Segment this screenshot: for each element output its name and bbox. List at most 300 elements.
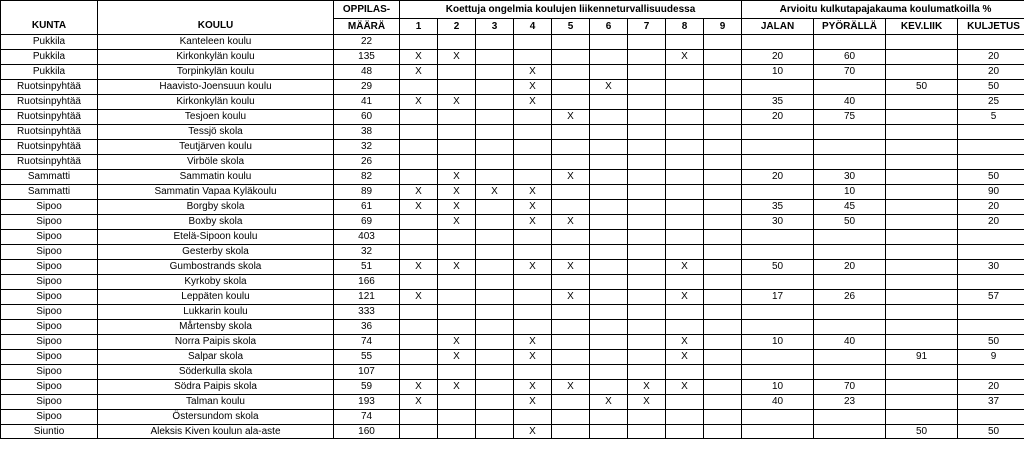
- koulu-cell: Tesjoen koulu: [98, 110, 334, 125]
- problem-mark-cell: [476, 395, 514, 410]
- problem-mark-cell: [628, 365, 666, 380]
- problem-mark-cell: [704, 320, 742, 335]
- problem-mark-cell: [514, 155, 552, 170]
- mode-percent-cell: [886, 290, 958, 305]
- problem-mark-cell: X: [514, 395, 552, 410]
- problem-mark-cell: [400, 80, 438, 95]
- problem-mark-cell: X: [552, 170, 590, 185]
- kunta-cell: Ruotsinpyhtää: [1, 125, 98, 140]
- problem-mark-cell: [590, 125, 628, 140]
- mode-percent-cell: 50: [958, 170, 1024, 185]
- mode-percent-cell: [958, 35, 1024, 50]
- problem-mark-cell: X: [666, 290, 704, 305]
- problem-mark-cell: X: [514, 200, 552, 215]
- problem-mark-cell: X: [628, 395, 666, 410]
- oppilas-cell: 121: [334, 290, 400, 305]
- mode-percent-cell: [886, 110, 958, 125]
- mode-percent-cell: 10: [814, 185, 886, 200]
- mode-percent-cell: 50: [958, 335, 1024, 350]
- table-row: [1, 80, 1024, 95]
- mode-percent-cell: [814, 155, 886, 170]
- problem-mark-cell: X: [400, 290, 438, 305]
- problem-mark-cell: [704, 335, 742, 350]
- problem-mark-cell: [628, 305, 666, 320]
- problem-mark-cell: [704, 185, 742, 200]
- oppilas-cell: 166: [334, 275, 400, 290]
- table-row: [1, 50, 1024, 65]
- problem-mark-cell: X: [400, 50, 438, 65]
- mode-percent-cell: 17: [742, 290, 814, 305]
- mode-percent-cell: 20: [742, 50, 814, 65]
- problem-mark-cell: [590, 65, 628, 80]
- problem-mark-cell: [400, 410, 438, 425]
- table-row: [1, 290, 1024, 305]
- problem-mark-cell: [704, 245, 742, 260]
- problem-mark-cell: [628, 65, 666, 80]
- mode-percent-cell: 45: [814, 200, 886, 215]
- problem-mark-cell: [476, 170, 514, 185]
- table-row: [1, 245, 1024, 260]
- problem-mark-cell: [552, 155, 590, 170]
- problem-mark-cell: [552, 230, 590, 245]
- problem-mark-cell: [590, 215, 628, 230]
- mode-percent-cell: 26: [814, 290, 886, 305]
- problem-mark-cell: X: [514, 65, 552, 80]
- problem-mark-cell: [552, 50, 590, 65]
- mode-percent-cell: 70: [814, 65, 886, 80]
- kunta-cell: Sipoo: [1, 260, 98, 275]
- problem-mark-cell: [476, 260, 514, 275]
- kunta-cell: Sipoo: [1, 335, 98, 350]
- mode-percent-cell: [814, 350, 886, 365]
- mode-percent-cell: [742, 425, 814, 439]
- problem-number-header: 3: [476, 19, 514, 35]
- kunta-cell: Sipoo: [1, 245, 98, 260]
- problem-mark-cell: [628, 245, 666, 260]
- problem-mark-cell: [666, 305, 704, 320]
- problem-mark-cell: [514, 35, 552, 50]
- mode-percent-cell: 40: [814, 335, 886, 350]
- problem-mark-cell: [704, 230, 742, 245]
- mode-percent-cell: 40: [814, 95, 886, 110]
- problem-mark-cell: [476, 215, 514, 230]
- problem-mark-cell: X: [438, 50, 476, 65]
- kunta-cell: Pukkila: [1, 65, 98, 80]
- oppilas-cell: 60: [334, 110, 400, 125]
- problem-mark-cell: [438, 80, 476, 95]
- table-row: [1, 275, 1024, 290]
- problem-mark-cell: [552, 395, 590, 410]
- problem-mark-cell: [704, 125, 742, 140]
- mode-percent-cell: [886, 140, 958, 155]
- problem-mark-cell: [590, 185, 628, 200]
- problem-mark-cell: [476, 275, 514, 290]
- mode-percent-cell: [742, 320, 814, 335]
- problem-mark-cell: [590, 200, 628, 215]
- mode-percent-cell: [814, 425, 886, 439]
- kunta-cell: Sipoo: [1, 215, 98, 230]
- problem-mark-cell: [476, 425, 514, 439]
- problem-mark-cell: [704, 215, 742, 230]
- problem-mark-cell: X: [476, 185, 514, 200]
- problem-mark-cell: X: [514, 95, 552, 110]
- problem-mark-cell: [476, 155, 514, 170]
- mode-percent-cell: [958, 275, 1024, 290]
- problem-mark-cell: [438, 65, 476, 80]
- mode-percent-cell: [742, 80, 814, 95]
- mode-percent-cell: [886, 395, 958, 410]
- mode-percent-cell: 20: [958, 200, 1024, 215]
- mode-percent-cell: [814, 305, 886, 320]
- problem-mark-cell: [438, 275, 476, 290]
- kunta-cell: Sipoo: [1, 275, 98, 290]
- table-row: [1, 35, 1024, 50]
- koulu-cell: Salpar skola: [98, 350, 334, 365]
- problem-mark-cell: [438, 320, 476, 335]
- problem-mark-cell: [552, 185, 590, 200]
- problem-mark-cell: X: [552, 380, 590, 395]
- table-row: [1, 260, 1024, 275]
- problem-mark-cell: [514, 125, 552, 140]
- oppilas-cell: 89: [334, 185, 400, 200]
- mode-percent-cell: 20: [958, 65, 1024, 80]
- kunta-cell: Sipoo: [1, 290, 98, 305]
- mode-percent-cell: [958, 305, 1024, 320]
- kunta-cell: Sipoo: [1, 365, 98, 380]
- koulu-cell: Kirkonkylän koulu: [98, 50, 334, 65]
- mode-percent-cell: [886, 200, 958, 215]
- problem-mark-cell: [666, 155, 704, 170]
- problem-mark-cell: [514, 320, 552, 335]
- problem-mark-cell: [476, 95, 514, 110]
- kunta-cell: Siuntio: [1, 425, 98, 439]
- mode-percent-cell: [814, 140, 886, 155]
- mode-percent-cell: [886, 65, 958, 80]
- problem-mark-cell: [590, 95, 628, 110]
- problem-mark-cell: [628, 230, 666, 245]
- problem-number-header: 6: [590, 19, 628, 35]
- oppilas-cell: 61: [334, 200, 400, 215]
- problem-mark-cell: [514, 170, 552, 185]
- mode-percent-cell: 37: [958, 395, 1024, 410]
- problem-number-header: 1: [400, 19, 438, 35]
- problem-mark-cell: [628, 200, 666, 215]
- table-row: [1, 200, 1024, 215]
- mode-percent-cell: 70: [814, 380, 886, 395]
- problem-mark-cell: [438, 110, 476, 125]
- mode-percent-cell: 20: [742, 110, 814, 125]
- problem-mark-cell: [400, 275, 438, 290]
- mode-header-kevliik: KEV.LIIK: [886, 19, 958, 35]
- koulu-cell: Kanteleen koulu: [98, 35, 334, 50]
- problem-mark-cell: [666, 245, 704, 260]
- problem-mark-cell: [666, 395, 704, 410]
- problem-mark-cell: [628, 155, 666, 170]
- mode-percent-cell: [742, 35, 814, 50]
- koulu-cell: Talman koulu: [98, 395, 334, 410]
- oppilas-cell: 55: [334, 350, 400, 365]
- kunta-cell: Sipoo: [1, 395, 98, 410]
- mode-percent-cell: [742, 125, 814, 140]
- oppilas-cell: 38: [334, 125, 400, 140]
- mode-percent-cell: [742, 245, 814, 260]
- problem-mark-cell: X: [438, 185, 476, 200]
- problem-number-header: 7: [628, 19, 666, 35]
- mode-percent-cell: [958, 125, 1024, 140]
- problem-mark-cell: [476, 335, 514, 350]
- mode-percent-cell: 30: [958, 260, 1024, 275]
- kunta-cell: Ruotsinpyhtää: [1, 110, 98, 125]
- problem-mark-cell: X: [514, 80, 552, 95]
- oppilas-cell: 107: [334, 365, 400, 380]
- table-row: [1, 95, 1024, 110]
- problem-mark-cell: [704, 80, 742, 95]
- mode-percent-cell: [886, 380, 958, 395]
- problem-mark-cell: [400, 215, 438, 230]
- mode-percent-cell: 50: [886, 425, 958, 439]
- mode-percent-cell: 20: [742, 170, 814, 185]
- problem-mark-cell: [476, 230, 514, 245]
- mode-percent-cell: [814, 245, 886, 260]
- problem-mark-cell: X: [400, 395, 438, 410]
- mode-percent-cell: 50: [958, 425, 1024, 439]
- oppilas-cell: 32: [334, 245, 400, 260]
- problem-mark-cell: [476, 305, 514, 320]
- problem-mark-cell: [400, 230, 438, 245]
- problem-mark-cell: [552, 410, 590, 425]
- problem-mark-cell: X: [514, 335, 552, 350]
- mode-percent-cell: [742, 410, 814, 425]
- mode-percent-cell: 20: [814, 260, 886, 275]
- problem-mark-cell: [514, 410, 552, 425]
- problem-mark-cell: [666, 140, 704, 155]
- table-body: [1, 35, 1024, 439]
- mode-percent-cell: 10: [742, 65, 814, 80]
- problem-mark-cell: [590, 350, 628, 365]
- mode-header-jalan: JALAN: [742, 19, 814, 35]
- problem-mark-cell: [666, 410, 704, 425]
- mode-percent-cell: 35: [742, 200, 814, 215]
- problem-mark-cell: [628, 125, 666, 140]
- problem-number-header: 8: [666, 19, 704, 35]
- oppilas-cell: 51: [334, 260, 400, 275]
- problem-mark-cell: [400, 170, 438, 185]
- problem-mark-cell: X: [552, 260, 590, 275]
- problem-mark-cell: [704, 140, 742, 155]
- problem-mark-cell: [552, 95, 590, 110]
- problem-mark-cell: [628, 215, 666, 230]
- problem-mark-cell: X: [628, 380, 666, 395]
- problem-mark-cell: X: [438, 335, 476, 350]
- table-row: [1, 170, 1024, 185]
- problem-mark-cell: [666, 230, 704, 245]
- oppilas-cell: 135: [334, 50, 400, 65]
- problem-mark-cell: [552, 365, 590, 380]
- problem-mark-cell: [400, 110, 438, 125]
- problem-mark-cell: [590, 425, 628, 439]
- mode-percent-cell: [886, 215, 958, 230]
- mode-percent-cell: [742, 305, 814, 320]
- kunta-cell: Ruotsinpyhtää: [1, 95, 98, 110]
- problem-mark-cell: X: [514, 215, 552, 230]
- problem-mark-cell: [514, 110, 552, 125]
- problem-mark-cell: [476, 245, 514, 260]
- problem-mark-cell: [704, 260, 742, 275]
- problem-mark-cell: [666, 80, 704, 95]
- koulu-cell: Sammatin Vapaa Kyläkoulu: [98, 185, 334, 200]
- mode-percent-cell: 30: [742, 215, 814, 230]
- problem-mark-cell: X: [514, 425, 552, 439]
- problem-mark-cell: [666, 95, 704, 110]
- table-row: [1, 230, 1024, 245]
- header-row-1: [1, 1, 1024, 19]
- mode-percent-cell: [886, 155, 958, 170]
- problem-mark-cell: X: [438, 380, 476, 395]
- table-row: [1, 155, 1024, 170]
- kunta-cell: Pukkila: [1, 50, 98, 65]
- problem-mark-cell: X: [438, 260, 476, 275]
- mode-percent-cell: [886, 305, 958, 320]
- koulu-cell: Söderkulla skola: [98, 365, 334, 380]
- koulu-cell: Torpinkylän koulu: [98, 65, 334, 80]
- problem-mark-cell: X: [438, 200, 476, 215]
- koulu-cell: Borgby skola: [98, 200, 334, 215]
- mode-percent-cell: 20: [958, 215, 1024, 230]
- problem-mark-cell: [552, 320, 590, 335]
- problem-mark-cell: [514, 290, 552, 305]
- kunta-cell: Sipoo: [1, 320, 98, 335]
- mode-percent-cell: [742, 350, 814, 365]
- problem-mark-cell: [438, 305, 476, 320]
- problem-mark-cell: [400, 35, 438, 50]
- problem-mark-cell: [400, 140, 438, 155]
- problem-mark-cell: X: [552, 290, 590, 305]
- problem-mark-cell: [704, 50, 742, 65]
- koulu-cell: Södra Paipis skola: [98, 380, 334, 395]
- problem-mark-cell: X: [400, 200, 438, 215]
- problem-mark-cell: [704, 305, 742, 320]
- kunta-cell: Sipoo: [1, 230, 98, 245]
- mode-percent-cell: 20: [958, 380, 1024, 395]
- problem-mark-cell: [704, 170, 742, 185]
- mode-percent-cell: [814, 275, 886, 290]
- mode-percent-cell: [886, 185, 958, 200]
- oppilas-cell: 82: [334, 170, 400, 185]
- koulu-cell: Leppäten koulu: [98, 290, 334, 305]
- mode-percent-cell: 50: [958, 80, 1024, 95]
- kunta-header: KUNTA: [1, 1, 98, 35]
- problem-mark-cell: [628, 170, 666, 185]
- problem-mark-cell: [704, 425, 742, 439]
- problem-mark-cell: [400, 320, 438, 335]
- koulu-cell: Boxby skola: [98, 215, 334, 230]
- mode-percent-cell: [886, 125, 958, 140]
- mode-percent-cell: [886, 260, 958, 275]
- problem-mark-cell: [438, 365, 476, 380]
- problem-mark-cell: [476, 290, 514, 305]
- problem-mark-cell: [666, 320, 704, 335]
- problem-mark-cell: X: [438, 95, 476, 110]
- problem-mark-cell: [666, 125, 704, 140]
- mode-percent-cell: 60: [814, 50, 886, 65]
- problem-mark-cell: [476, 410, 514, 425]
- mode-percent-cell: 50: [814, 215, 886, 230]
- problem-mark-cell: [400, 245, 438, 260]
- koulu-cell: Lukkarin koulu: [98, 305, 334, 320]
- problem-mark-cell: [552, 35, 590, 50]
- table-row: [1, 425, 1024, 439]
- mode-percent-cell: 30: [814, 170, 886, 185]
- oppilas-cell: 59: [334, 380, 400, 395]
- problem-mark-cell: [666, 170, 704, 185]
- koulu-cell: Aleksis Kiven koulun ala-aste: [98, 425, 334, 439]
- problem-number-header: 4: [514, 19, 552, 35]
- mode-percent-cell: [742, 230, 814, 245]
- table-row: [1, 65, 1024, 80]
- kunta-cell: Ruotsinpyhtää: [1, 140, 98, 155]
- problem-mark-cell: [704, 350, 742, 365]
- problem-mark-cell: [590, 365, 628, 380]
- kunta-cell: Sammatti: [1, 170, 98, 185]
- problem-mark-cell: [552, 65, 590, 80]
- problem-mark-cell: [438, 125, 476, 140]
- mode-percent-cell: 5: [958, 110, 1024, 125]
- mode-percent-cell: [958, 155, 1024, 170]
- problem-mark-cell: [628, 35, 666, 50]
- mode-percent-cell: 90: [958, 185, 1024, 200]
- problem-mark-cell: [590, 410, 628, 425]
- koulu-cell: Norra Paipis skola: [98, 335, 334, 350]
- koulu-cell: Kyrkoby skola: [98, 275, 334, 290]
- problem-mark-cell: [514, 275, 552, 290]
- mode-percent-cell: [886, 50, 958, 65]
- problem-mark-cell: [438, 245, 476, 260]
- problem-mark-cell: [666, 215, 704, 230]
- mode-percent-cell: [886, 275, 958, 290]
- kunta-cell: Sipoo: [1, 380, 98, 395]
- mode-percent-cell: 23: [814, 395, 886, 410]
- problem-mark-cell: [400, 365, 438, 380]
- problem-mark-cell: X: [514, 260, 552, 275]
- problem-mark-cell: X: [400, 260, 438, 275]
- mode-percent-cell: [742, 275, 814, 290]
- oppilas-cell: 403: [334, 230, 400, 245]
- problem-mark-cell: [590, 170, 628, 185]
- mode-percent-cell: 75: [814, 110, 886, 125]
- problem-mark-cell: [476, 80, 514, 95]
- problem-mark-cell: [666, 185, 704, 200]
- oppilas-cell: 26: [334, 155, 400, 170]
- problem-mark-cell: [628, 50, 666, 65]
- problem-mark-cell: [514, 305, 552, 320]
- mode-percent-cell: [958, 245, 1024, 260]
- oppilas-cell: 69: [334, 215, 400, 230]
- mode-percent-cell: [958, 365, 1024, 380]
- problem-mark-cell: [666, 65, 704, 80]
- oppilas-cell: 333: [334, 305, 400, 320]
- problem-mark-cell: [476, 125, 514, 140]
- mode-percent-cell: [814, 230, 886, 245]
- oppilas-header-line1: OPPILAS-: [334, 1, 400, 19]
- problem-mark-cell: [628, 110, 666, 125]
- problem-mark-cell: [400, 305, 438, 320]
- mode-percent-cell: 40: [742, 395, 814, 410]
- mode-percent-cell: [886, 35, 958, 50]
- problem-mark-cell: [590, 155, 628, 170]
- table-row: [1, 185, 1024, 200]
- problem-mark-cell: X: [552, 110, 590, 125]
- koulu-cell: Tessjö skola: [98, 125, 334, 140]
